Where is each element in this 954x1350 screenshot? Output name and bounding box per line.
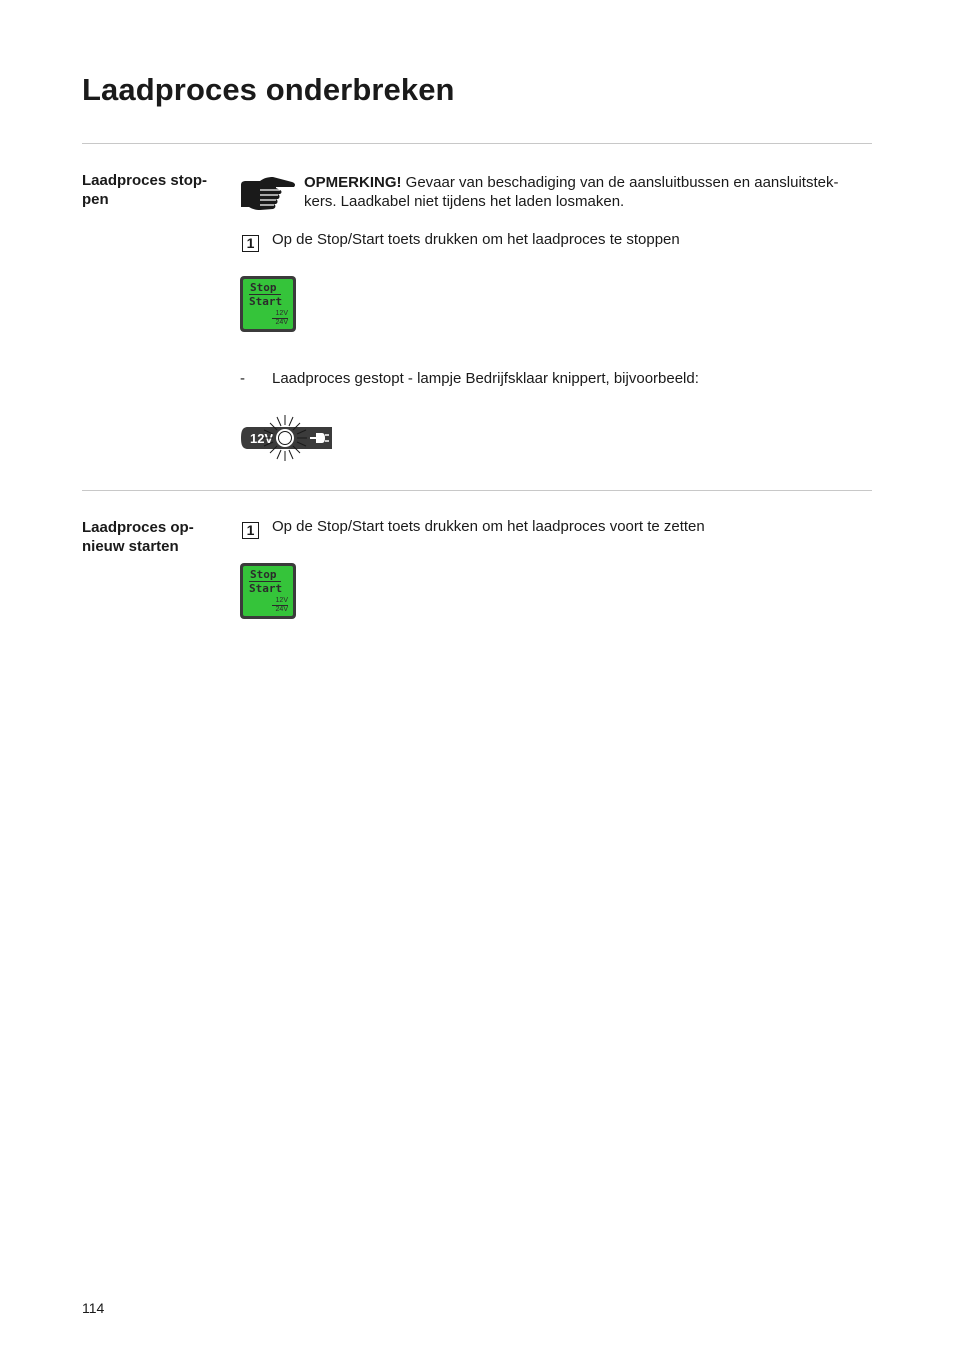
step-number-box: 1: [242, 522, 259, 539]
divider: [82, 490, 872, 491]
section-heading-restart: [82, 518, 222, 556]
status-indicator-icon: [240, 413, 334, 463]
bullet-dash: -: [240, 370, 245, 387]
step-text: [272, 230, 680, 249]
page-number: 114: [82, 1300, 105, 1316]
heading-line: pen: [82, 191, 109, 208]
heading-line: Laadproces op-: [82, 519, 194, 536]
heading-line: nieuw starten: [82, 538, 179, 555]
key-stop-label: Stop: [250, 568, 277, 581]
step-text: [272, 517, 705, 536]
blinking-lamp-icon: [263, 415, 307, 461]
note-text-line: kers. Laadkabel niet tijdens het laden losmaken.: [304, 193, 625, 210]
stop-start-key-icon: [240, 276, 296, 332]
step-text-line: Op de Stop/Start toets drukken om het laadproces te stoppen: [272, 231, 680, 248]
step-number-box: 1: [242, 235, 259, 252]
indicator-voltage-label: 12V: [250, 431, 274, 446]
step-text-line: Op de Stop/Start toets drukken om het laadproces voort te zetten: [272, 518, 705, 535]
key-face: [243, 566, 293, 616]
key-24v-label: 24V: [275, 319, 288, 326]
pointing-hand-icon: [240, 176, 297, 211]
key-24v-label: 24V: [275, 606, 288, 613]
heading-line: Laadproces stop-: [82, 172, 208, 189]
divider: [82, 143, 872, 144]
key-start-label: Start: [249, 582, 283, 595]
bullet-text: [272, 369, 699, 388]
note-text-line: Gevaar van beschadiging van de aansluitbussen en aansluitstek-: [401, 174, 839, 191]
stop-start-key-icon: [240, 563, 296, 619]
key-stop-label: Stop: [250, 281, 277, 294]
bullet-text-line: Laadproces gestopt - lampje Bedrijfsklaar knippert, bijvoorbeeld:: [272, 370, 699, 387]
key-12v-label: 12V: [275, 310, 288, 317]
note-label: OPMERKING!: [304, 174, 402, 191]
section-heading-stop: [82, 171, 222, 209]
key-12v-label: 12V: [275, 597, 288, 604]
key-start-label: Start: [249, 295, 283, 308]
note-text: [304, 173, 838, 211]
page-title: Laadproces onderbreken: [82, 72, 455, 107]
key-face: [243, 279, 293, 329]
